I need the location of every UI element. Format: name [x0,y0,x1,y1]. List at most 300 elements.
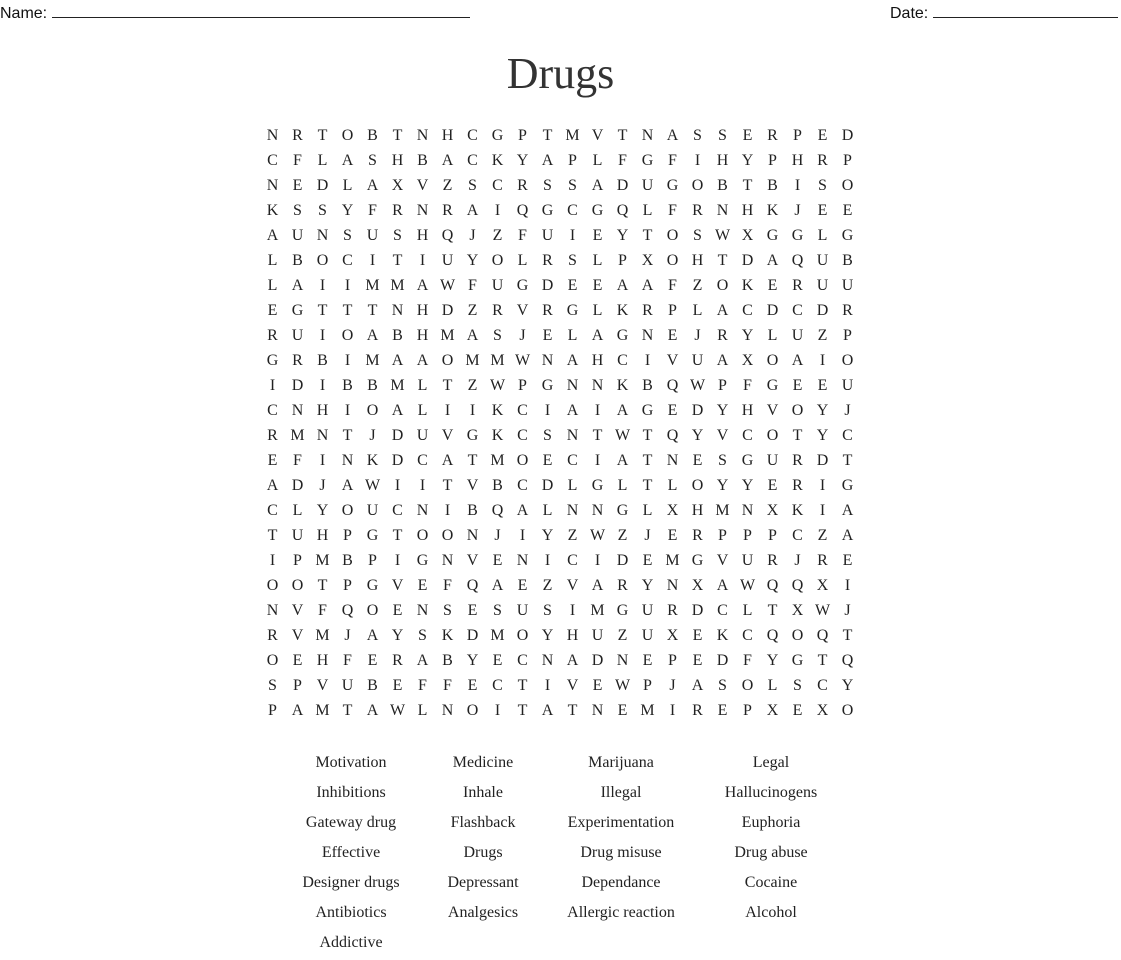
grid-letter: F [668,152,677,169]
word-bank-item: Euphoria [741,814,801,831]
grid-letter: R [542,302,553,319]
grid-letter: M [315,627,330,644]
grid-letter: M [665,552,680,569]
grid-letter: E [517,577,528,594]
grid-letter: C [717,602,728,619]
grid-letter: E [492,652,503,669]
grid-letter: G [641,152,654,169]
grid-letter: L [292,502,303,519]
grid-letter: M [315,552,330,569]
grid-letter: O [841,352,854,369]
grid-letter: B [292,252,303,269]
grid-letter: O [791,402,804,419]
grid-letter: D [391,452,404,469]
grid-letter: M [315,702,330,719]
word-bank-item: Inhibitions [316,784,386,801]
grid-letter: L [267,277,278,294]
grid-letter: G [591,202,604,219]
grid-letter: N [416,202,429,219]
grid-letter: C [842,427,853,444]
grid-letter: F [668,202,677,219]
grid-letter: M [365,277,380,294]
word-bank-item: Medicine [452,754,514,771]
grid-letter: G [541,202,554,219]
grid-letter: J [519,327,526,344]
grid-letter: M [390,277,405,294]
grid-letter: O [316,252,329,269]
grid-row [260,498,860,523]
grid-letter: T [442,377,453,394]
grid-letter: R [692,202,703,219]
grid-letter: O [341,327,354,344]
word-bank-item: Illegal [600,784,642,801]
grid-letter: Q [441,227,454,244]
word-bank-item: Experimentation [567,814,675,831]
grid-row [260,648,860,673]
grid-letter: Z [692,277,703,294]
grid-letter: O [516,452,529,469]
grid-letter: O [266,577,279,594]
grid-letter: E [717,702,728,719]
grid-letter: N [641,127,654,144]
grid-row [260,173,860,198]
word-bank [276,750,846,960]
grid-letter: N [591,377,604,394]
grid-letter: E [842,552,853,569]
grid-letter: V [591,127,604,144]
grid-letter: E [592,677,603,694]
grid-letter: U [291,227,304,244]
grid-letter: L [592,302,603,319]
grid-letter: Y [816,427,829,444]
word-bank-row [276,750,846,780]
grid-letter: S [718,127,727,144]
grid-letter: B [842,252,853,269]
grid-letter: F [618,152,627,169]
grid-letter: I [819,352,826,369]
word-bank-item: Inhale [463,784,503,801]
grid-letter: E [642,652,653,669]
name-label: Name: [0,5,48,22]
grid-letter: B [367,377,378,394]
grid-letter: A [366,177,379,194]
grid-letter: T [642,227,653,244]
grid-letter: I [794,177,801,194]
grid-letter: L [817,227,828,244]
grid-letter: P [343,577,352,594]
grid-letter: I [494,702,501,719]
grid-row [260,598,860,623]
grid-letter: I [344,277,351,294]
grid-letter: E [742,127,753,144]
grid-letter: R [817,552,828,569]
grid-letter: B [392,327,403,344]
grid-letter: V [566,677,579,694]
word-bank-item: Motivation [315,754,387,771]
grid-letter: N [316,227,329,244]
grid-letter: Y [741,152,754,169]
grid-letter: E [267,302,278,319]
grid-letter: P [743,527,752,544]
grid-letter: I [344,352,351,369]
grid-row [260,548,860,573]
date-underline[interactable] [933,3,1118,18]
grid-letter: S [693,227,702,244]
grid-letter: Q [766,627,779,644]
grid-letter: G [641,402,654,419]
grid-letter: S [543,427,552,444]
grid-letter: Y [516,152,529,169]
grid-letter: K [791,502,804,519]
grid-letter: B [442,652,453,669]
grid-letter: H [316,402,329,419]
grid-letter: R [392,202,403,219]
grid-letter: P [718,377,727,394]
grid-letter: O [841,177,854,194]
grid-letter: E [417,577,428,594]
grid-letter: C [517,652,528,669]
grid-letter: Y [841,677,854,694]
grid-letter: N [566,427,579,444]
grid-row [260,623,860,648]
grid-row [260,448,860,473]
grid-letter: N [591,502,604,519]
grid-letter: E [667,327,678,344]
grid-letter: I [819,477,826,494]
grid-letter: T [342,427,353,444]
grid-letter: W [689,377,706,394]
grid-letter: V [766,402,779,419]
grid-row [260,223,860,248]
grid-letter: C [517,427,528,444]
grid-letter: E [692,652,703,669]
grid-letter: Y [641,577,654,594]
word-bank-row [276,780,846,810]
grid-letter: N [441,702,454,719]
word-bank-item: Drug misuse [580,844,662,861]
grid-letter: J [669,677,676,694]
grid-letter: C [342,252,353,269]
grid-letter: E [567,277,578,294]
grid-letter: Q [791,577,804,594]
grid-letter: T [642,452,653,469]
grid-letter: D [291,377,304,394]
grid-letter: Q [466,577,479,594]
grid-letter: L [592,152,603,169]
grid-letter: G [791,227,804,244]
grid-letter: O [466,702,479,719]
grid-row [260,673,860,698]
grid-letter: Q [491,502,504,519]
grid-letter: T [317,577,328,594]
grid-letter: A [566,652,579,669]
grid-letter: G [766,377,779,394]
grid-letter: A [591,177,604,194]
grid-letter: P [568,152,577,169]
grid-letter: G [541,377,554,394]
grid-letter: B [642,377,653,394]
grid-letter: O [341,502,354,519]
grid-letter: S [693,127,702,144]
grid-letter: Z [617,627,628,644]
grid-letter: Z [542,577,553,594]
grid-letter: G [591,477,604,494]
word-bank-item: Effective [321,844,381,861]
grid-letter: E [817,202,828,219]
grid-letter: H [441,127,454,144]
grid-letter: R [617,577,628,594]
grid-letter: R [692,702,703,719]
grid-letter: C [742,427,753,444]
grid-letter: V [391,577,404,594]
grid-letter: A [416,652,429,669]
grid-letter: J [344,627,351,644]
grid-letter: Y [716,477,729,494]
grid-letter: E [617,702,628,719]
grid-letter: M [390,377,405,394]
grid-row [260,198,860,223]
grid-letter: C [742,627,753,644]
grid-letter: O [691,177,704,194]
word-bank-item: Analgesics [447,904,519,921]
grid-letter: X [641,252,654,269]
grid-letter: V [416,177,429,194]
grid-letter: T [842,452,853,469]
grid-letter: L [267,252,278,269]
grid-letter: C [392,502,403,519]
grid-letter: N [566,377,579,394]
grid-letter: C [267,502,278,519]
grid-letter: U [291,327,304,344]
grid-letter: L [767,327,778,344]
grid-letter: J [694,327,701,344]
grid-letter: Q [666,427,679,444]
grid-letter: X [391,177,404,194]
grid-letter: U [516,602,529,619]
grid-letter: A [291,702,304,719]
grid-letter: T [517,702,528,719]
grid-letter: I [269,552,276,569]
grid-letter: A [441,152,454,169]
grid-letter: G [366,577,379,594]
grid-letter: N [391,302,404,319]
grid-letter: N [616,652,629,669]
grid-letter: P [668,652,677,669]
grid-letter: W [589,527,606,544]
grid-row [260,323,860,348]
grid-letter: A [366,702,379,719]
grid-letter: X [666,502,679,519]
grid-letter: C [792,302,803,319]
grid-letter: O [666,252,679,269]
grid-letter: J [469,227,476,244]
grid-letter: U [791,327,804,344]
grid-letter: A [716,352,729,369]
grid-letter: U [816,252,829,269]
grid-letter: S [418,627,427,644]
grid-letter: A [341,477,354,494]
grid-letter: W [514,352,531,369]
grid-letter: A [541,152,554,169]
grid-letter: H [591,352,604,369]
grid-letter: N [441,552,454,569]
word-bank-item: Drug abuse [734,844,808,861]
grid-letter: L [667,477,678,494]
grid-letter: N [666,577,679,594]
letter-grid [260,123,860,723]
grid-letter: H [691,252,704,269]
grid-letter: V [316,677,329,694]
grid-letter: V [566,577,579,594]
grid-letter: L [342,177,353,194]
grid-letter: I [269,377,276,394]
grid-letter: G [516,277,529,294]
name-field[interactable] [0,3,470,23]
grid-letter: R [492,302,503,319]
grid-letter: J [844,602,851,619]
grid-letter: M [715,502,730,519]
grid-row [260,148,860,173]
grid-row [260,348,860,373]
grid-letter: I [819,502,826,519]
word-bank-row [276,810,846,840]
grid-letter: I [369,252,376,269]
grid-letter: S [443,602,452,619]
grid-letter: N [516,552,529,569]
grid-letter: U [741,552,754,569]
grid-letter: E [367,652,378,669]
grid-letter: N [641,327,654,344]
grid-letter: U [691,352,704,369]
grid-letter: O [766,427,779,444]
grid-letter: P [343,527,352,544]
grid-letter: F [418,677,427,694]
grid-letter: N [716,202,729,219]
grid-letter: F [443,677,452,694]
name-underline[interactable] [52,3,470,18]
grid-letter: F [468,277,477,294]
grid-row [260,273,860,298]
word-bank-item: Drugs [463,844,503,861]
grid-letter: O [516,627,529,644]
grid-letter: F [443,577,452,594]
grid-row [260,123,860,148]
grid-letter: I [319,277,326,294]
grid-letter: M [590,602,605,619]
grid-letter: X [766,702,779,719]
grid-letter: E [692,452,703,469]
grid-letter: G [266,352,279,369]
grid-row [260,248,860,273]
grid-letter: N [741,502,754,519]
grid-letter: D [466,627,479,644]
grid-letter: E [817,377,828,394]
grid-letter: T [517,677,528,694]
grid-letter: E [392,677,403,694]
grid-letter: U [766,452,779,469]
grid-letter: P [643,677,652,694]
grid-letter: J [369,427,376,444]
date-field[interactable] [890,3,1118,23]
grid-letter: P [518,377,527,394]
grid-letter: E [767,277,778,294]
grid-letter: T [642,427,653,444]
grid-letter: R [817,152,828,169]
grid-letter: H [416,227,429,244]
grid-letter: S [293,202,302,219]
grid-letter: R [642,302,653,319]
grid-letter: S [268,677,277,694]
grid-letter: U [541,227,554,244]
grid-letter: V [716,427,729,444]
grid-letter: N [316,427,329,444]
grid-letter: D [766,302,779,319]
grid-letter: U [341,677,354,694]
grid-letter: E [467,677,478,694]
grid-letter: A [666,127,679,144]
grid-letter: T [767,602,778,619]
grid-letter: P [768,527,777,544]
grid-letter: E [667,527,678,544]
grid-letter: K [616,302,629,319]
grid-letter: N [416,502,429,519]
grid-letter: H [316,527,329,544]
grid-letter: J [319,477,326,494]
grid-letter: M [365,352,380,369]
grid-letter: O [666,227,679,244]
grid-letter: F [743,652,752,669]
grid-letter: D [616,552,629,569]
grid-letter: U [641,627,654,644]
grid-letter: S [468,177,477,194]
grid-letter: R [767,127,778,144]
grid-letter: I [669,702,676,719]
word-bank-item: Depressant [447,874,519,891]
grid-letter: W [389,702,406,719]
grid-letter: A [416,277,429,294]
grid-letter: O [366,602,379,619]
grid-letter: D [316,177,329,194]
grid-letter: M [640,702,655,719]
grid-letter: I [419,477,426,494]
grid-letter: S [368,152,377,169]
grid-letter: E [292,652,303,669]
grid-letter: Y [816,402,829,419]
grid-letter: P [518,127,527,144]
grid-letter: Y [341,202,354,219]
grid-row [260,423,860,448]
word-bank-item: Addictive [319,934,383,951]
grid-letter: O [716,277,729,294]
grid-letter: S [818,177,827,194]
grid-letter: O [441,352,454,369]
grid-letter: C [567,452,578,469]
grid-letter: R [692,527,703,544]
word-bank-item: Allergic reaction [567,904,675,921]
grid-letter: Z [817,327,828,344]
grid-letter: D [691,602,704,619]
grid-letter: Z [467,302,478,319]
grid-letter: K [441,627,454,644]
grid-letter: E [817,127,828,144]
word-bank-item: Marijuana [588,754,654,771]
grid-letter: T [442,477,453,494]
grid-letter: Q [791,252,804,269]
grid-letter: E [667,402,678,419]
grid-letter: Z [617,527,628,544]
grid-row [260,573,860,598]
grid-letter: X [766,502,779,519]
